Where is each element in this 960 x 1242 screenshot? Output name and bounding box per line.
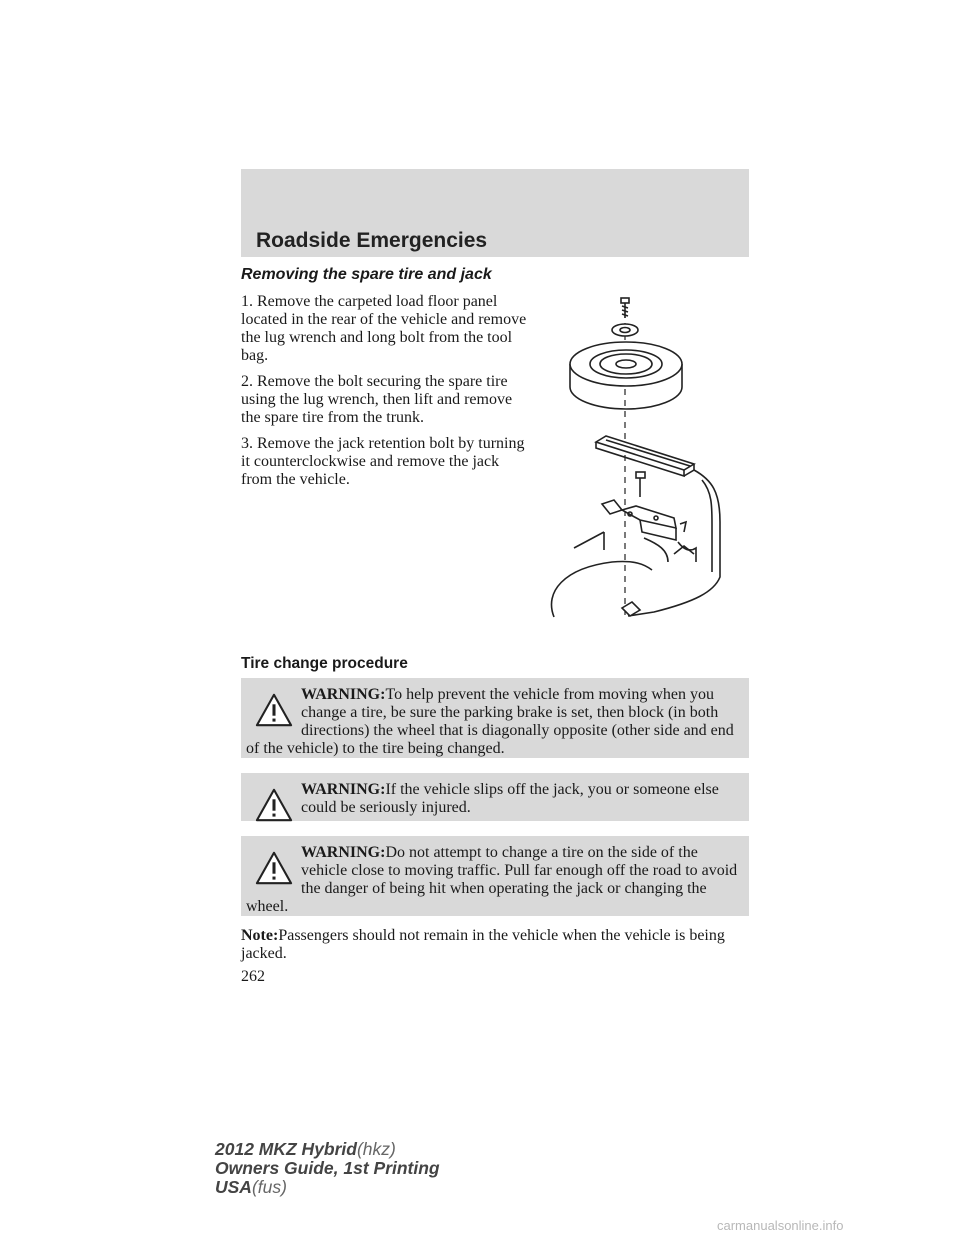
step-2: 2. Remove the bolt securing the spare tire using the lug wrench, then lift and remove the spare tire from the trunk. (241, 373, 513, 426)
warning-text: Do not attempt to change a tire on the side of the vehicle close to moving traffic. Pull far enough off the road to avoid the danger of being hit when operating the jack or changing the wheel. (246, 844, 738, 915)
note-label: Note: (241, 927, 279, 944)
warning-label: WARNING: (301, 844, 386, 861)
tire-change-heading: Tire change procedure (241, 655, 408, 672)
storage-tray-icon (596, 436, 694, 476)
washer-icon (612, 324, 638, 336)
spare-tire-jack-diagram (544, 292, 744, 622)
watermark: carmanualsonline.info (717, 1218, 844, 1233)
warning-label: WARNING: (301, 781, 386, 798)
step-1: 1. Remove the carpeted load floor panel located in the rear of the vehicle and remove the lug wrench and long bolt from the tool bag. (241, 293, 527, 364)
jack-bolt-icon (636, 472, 645, 497)
warning-triangle-icon (255, 787, 293, 823)
footer-guide: Owners Guide, 1st Printing (215, 1158, 440, 1178)
note-paragraph (241, 927, 749, 963)
warning-box-1 (241, 678, 749, 758)
footer-model: 2012 MKZ Hybrid (215, 1139, 357, 1159)
step-3: 3. Remove the jack retention bolt by turning it counterclockwise and remove the jack from the vehicle. (241, 435, 525, 488)
warning-triangle-icon (255, 850, 293, 886)
removal-steps (241, 293, 531, 497)
warning-label: WARNING: (301, 686, 386, 703)
warning-text: If the vehicle slips off the jack, you or someone else could be seriously injured. (301, 781, 719, 816)
warning-triangle-icon (255, 692, 293, 728)
jack-icon (602, 500, 686, 540)
section-title: Roadside Emergencies (256, 229, 488, 252)
print-footer (215, 1140, 440, 1197)
footer-model-code: (hkz) (356, 1139, 396, 1159)
bolt-icon (621, 298, 629, 318)
warning-text: To help prevent the vehicle from moving when you change a tire, be sure the parking brake is set, then block (in both directions) the wheel that is diagonally opposite (other side and end of the vehicle) to the tire being changed. (246, 686, 734, 757)
note-text: Passengers should not remain in the vehicle when the vehicle is being jacked. (241, 927, 725, 962)
footer-market: USA (215, 1177, 252, 1197)
trunk-well-icon (551, 470, 720, 617)
page-number: 262 (241, 968, 265, 985)
removing-heading: Removing the spare tire and jack (241, 266, 492, 283)
spare-tire-icon (570, 342, 682, 409)
warning-box-2 (241, 773, 749, 821)
warning-box-3 (241, 836, 749, 916)
footer-market-code: (fus) (251, 1177, 287, 1197)
